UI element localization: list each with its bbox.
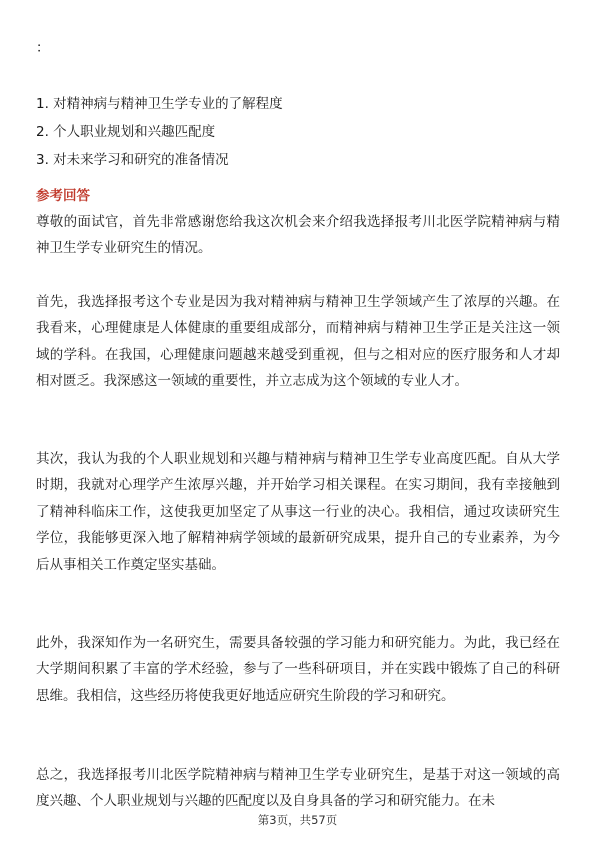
- page-number-footer: 第3页，共57页: [257, 813, 338, 827]
- answer-paragraph-3: 其次，我认为我的个人职业规划和兴趣与精神病与精神卫生学专业高度匹配。自从大学时期，我就对心理学产生浓厚兴趣，并开始学习相关课程。在实习期间，我有幸接触到了精神科临床工作，这使我更加坚定了从事这一行业的决心。我相信，通过攻读研究生学位，我能够更深入地了解精神病学领域的最新研究成果，提升自己的专业素养，为今后从事相关工作奠定坚实基础。: [36, 451, 560, 573]
- question-item-2: 2. 个人职业规划和兴趣匹配度: [36, 124, 216, 140]
- intro-colon: ：: [36, 40, 50, 56]
- answer-paragraph-1: 尊敬的面试官，首先非常感谢您给我这次机会来介绍我选择报考川北医学院精神病与精神卫生学专业研究生的情况。: [36, 214, 560, 257]
- answer-paragraph-4: 此外，我深知作为一名研究生，需要具备较强的学习能力和研究能力。为此，我已经在大学期间积累了丰富的学术经验，参与了一些科研项目，并在实践中锻炼了自己的科研思维。我相信，这些经历将使我更好地适应研究生阶段的学习和研究。: [36, 635, 560, 704]
- question-item-3: 3. 对未来学习和研究的准备情况: [36, 152, 229, 168]
- answer-paragraph-5: 总之，我选择报考川北医学院精神病与精神卫生学专业研究生，是基于对这一领域的高度兴趣、个人职业规划与兴趣的匹配度以及自身具备的学习和研究能力。在未: [36, 767, 560, 810]
- reference-answer-heading: 参考回答: [36, 188, 90, 204]
- answer-paragraph-2: 首先，我选择报考这个专业是因为我对精神病与精神卫生学领域产生了浓厚的兴趣。在我看来，心理健康是人体健康的重要组成部分，而精神病与精神卫生学正是关注这一领域的学科。在我国，心理健康问题越来越受到重视，但与之相对应的医疗服务和人才却相对匮乏。我深感这一领域的重要性，并立志成为这个领域的专业人才。: [36, 294, 560, 390]
- question-item-1: 1. 对精神病与精神卫生学专业的了解程度: [36, 96, 283, 112]
